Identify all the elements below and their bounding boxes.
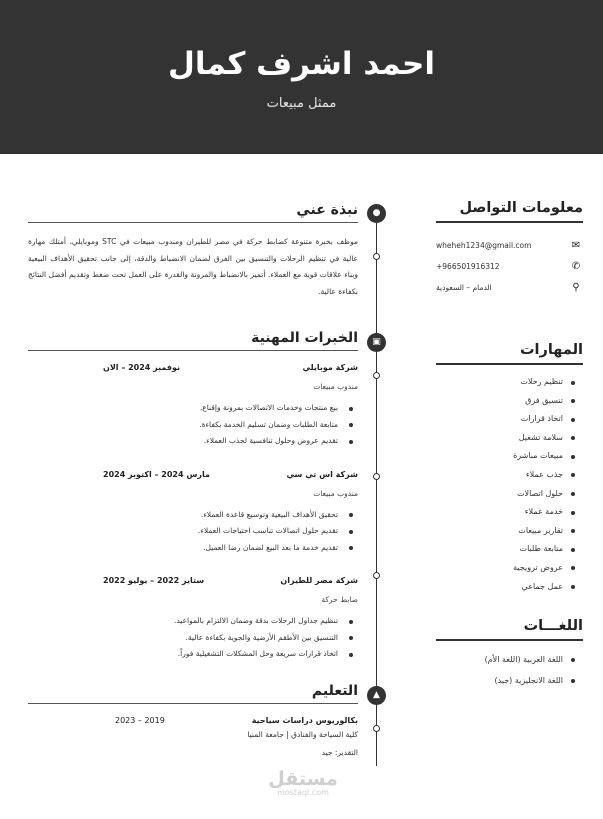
graduation-cap-icon: ▲ — [367, 686, 386, 705]
timeline-dot — [373, 253, 380, 260]
job-bullet: اتخاذ قرارات سريعة وحل المشكلات التشغيلية فوراً. — [28, 646, 358, 663]
education-section — [28, 683, 358, 761]
about-section — [28, 202, 358, 300]
job-role: مندوب مبيعات — [313, 382, 358, 391]
skills-section — [436, 342, 583, 596]
timeline-dot — [373, 725, 380, 732]
phone-icon: ✆ — [571, 261, 581, 272]
job-title: ممثل مبيعات — [266, 96, 337, 111]
job-role: مندوب مبيعات — [313, 488, 358, 498]
location-icon: ⚲ — [572, 282, 580, 293]
education-title: التعليم — [28, 683, 358, 704]
job-bullet: متابعة الطلبات وضمان تسليم الخدمة بكفاءة. — [28, 417, 358, 434]
job-bullet: تقديم حلول اتصالات تناسب احتياجات العملاء. — [28, 523, 358, 540]
phone-text: +966501916312 — [436, 262, 500, 271]
job-date: نوفمبر 2024 – الان — [103, 363, 181, 372]
job-company: شركة اس تي سي — [286, 469, 358, 479]
school-name: كلية السياحة والفنادق | جامعة المنيا — [247, 730, 358, 739]
location-text: الدمام – السعودية — [436, 283, 492, 292]
skill-item: سلامة تشغيل — [436, 429, 583, 448]
header-banner — [0, 0, 603, 154]
timeline-dot — [373, 473, 380, 480]
skills-title: المهارات — [436, 342, 583, 365]
skill-item: اتخاذ قرارات — [436, 410, 583, 429]
skill-item: جذب عملاء — [436, 466, 583, 485]
skill-item: تقارير مبيعات — [436, 522, 583, 541]
about-title: نبذة عني — [28, 202, 358, 223]
languages-list — [436, 649, 583, 691]
job-date: ستاير 2022 – يوليو 2022 — [103, 576, 205, 585]
skill-item: متابعة طلبات — [436, 540, 583, 559]
person-icon: ● — [367, 204, 386, 223]
language-item: اللغة الانجليزية (جيد) — [436, 670, 583, 691]
mostaql-watermark — [258, 768, 348, 797]
email-text: wheheh1234@gmail.com — [436, 241, 532, 250]
job-date: مارس 2024 – اكتوبر 2024 — [103, 469, 210, 479]
skill-item: خدمة عملاء — [436, 503, 583, 522]
skill-item: مبيعات مباشرة — [436, 447, 583, 466]
skill-item: تنسيق فرق — [436, 392, 583, 411]
job-bullet: التنسيق بين الأطقم الأرضية والجوية بكفاءة عالية. — [28, 630, 358, 647]
degree-name: بكالوريوس دراسات سياحية — [251, 716, 358, 725]
job-entry — [28, 363, 358, 450]
person-name: احمد اشرف كمال — [168, 46, 435, 82]
education-grade: التقدير: جيد — [321, 748, 358, 757]
education-date: 2023 – 2019 — [115, 716, 165, 725]
job-bullet: تحقيق الأهداف البيعية وتوسيع قاعدة العملاء. — [28, 507, 358, 524]
skill-item: عمل جماعي — [436, 578, 583, 597]
language-item: اللغة العربية (اللغة الأم) — [436, 649, 583, 670]
job-entry — [28, 576, 358, 663]
experience-section — [28, 330, 358, 663]
contact-email[interactable] — [436, 235, 583, 256]
contact-section — [436, 200, 583, 298]
skill-item: تنظيم رحلات — [436, 373, 583, 392]
job-bullet: تنظيم جداول الرحلات بدقة وضمان الالتزام بالمواعيد. — [28, 613, 358, 630]
languages-title: اللغـــات — [436, 618, 583, 641]
briefcase-icon: ▣ — [367, 333, 386, 352]
job-company: شركة موبايلي — [302, 363, 358, 372]
contact-location — [436, 277, 583, 298]
timeline-dot — [373, 372, 380, 379]
about-text: موظف بخبرة متنوعة كضابط حركة في مصر للطيران ومندوب مبيعات في STC وموبايلي، أمتلك مهارة عالية في تنظيم الرحلات والتنسيق بين الفرق لضمان الانضباط والدقة، إلى جانب تحقيق الأهداف البيعية وبناء علاقات قوية مع العملاء. أتميز بالانضباط والمرونة والقدرة على العمل تحت ضغط وتقديم أفضل النتائج بكفاءة عالية. — [28, 237, 359, 296]
email-icon: ✉ — [571, 240, 581, 251]
job-company: شركة مصر للطيران — [280, 576, 358, 585]
job-role: ضابط حركة — [321, 595, 358, 604]
job-bullet: تقديم خدمة ما بعد البيع لضمان رضا العميل. — [28, 540, 358, 557]
contact-phone[interactable] — [436, 256, 583, 277]
skill-item: حلول اتصالات — [436, 485, 583, 504]
languages-section — [436, 618, 583, 691]
job-bullet: تقديم عروض وحلول تنافسية لجذب العملاء. — [28, 433, 358, 450]
skills-list — [436, 373, 583, 596]
watermark-arabic: مستقل — [268, 768, 338, 790]
job-bullet: بيع منتجات وخدمات الاتصالات بمرونة وإقناع. — [28, 400, 358, 417]
contact-title: معلومات التواصل — [436, 200, 583, 223]
timeline-dot — [373, 572, 380, 579]
experience-title: الخبرات المهنية — [28, 330, 358, 351]
watermark-latin: mostaql.com — [277, 788, 329, 797]
timeline-line — [376, 213, 377, 766]
skill-item: عروض ترويجية — [436, 559, 583, 578]
job-entry — [28, 470, 358, 557]
